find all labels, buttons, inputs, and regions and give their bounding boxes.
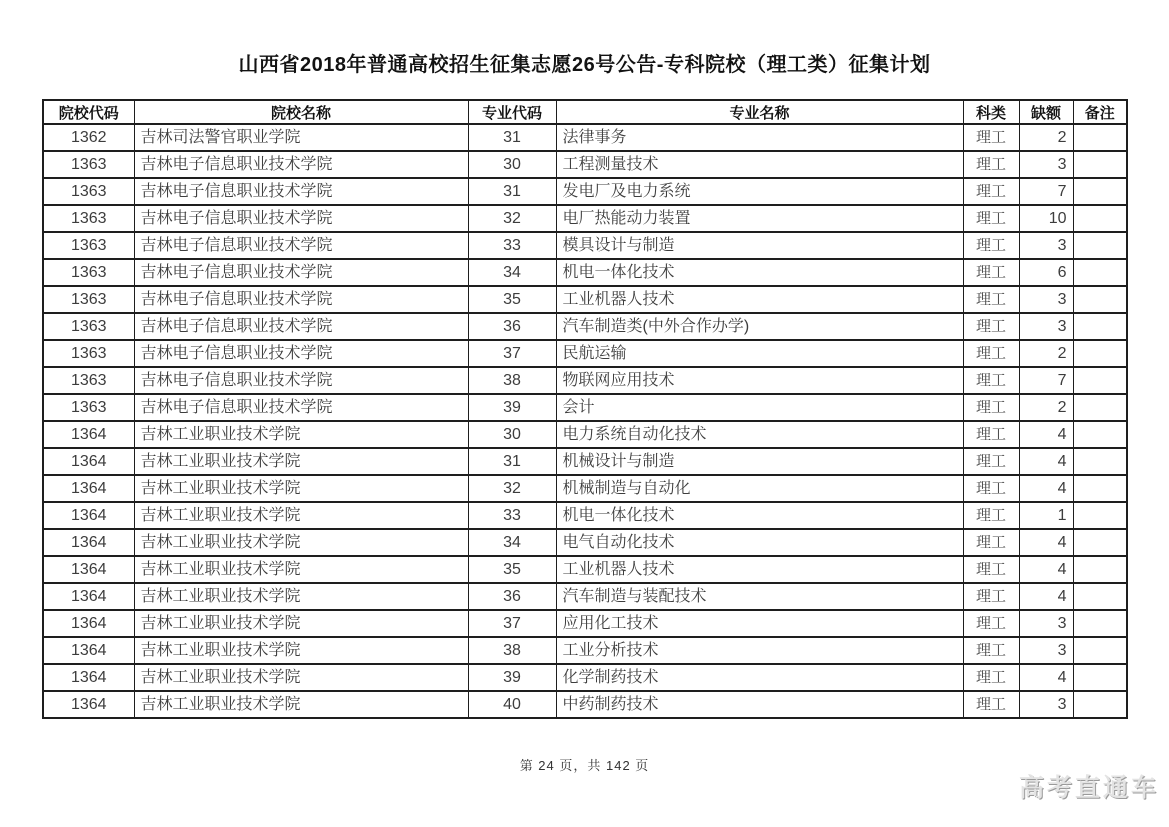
vacancy-cell: 4 [1019, 421, 1073, 448]
college-code-cell: 1364 [43, 556, 134, 583]
vacancy-cell: 4 [1019, 583, 1073, 610]
remark-cell [1073, 340, 1127, 367]
college-code-cell: 1363 [43, 367, 134, 394]
college-name-cell: 吉林工业职业技术学院 [134, 421, 468, 448]
college-name-cell: 吉林电子信息职业技术学院 [134, 205, 468, 232]
table-row [43, 124, 1127, 151]
column-header-college-name: 院校名称 [134, 100, 468, 124]
table-row [43, 313, 1127, 340]
category-cell: 理工 [963, 421, 1019, 448]
vacancy-cell: 4 [1019, 664, 1073, 691]
vacancy-cell: 7 [1019, 178, 1073, 205]
remark-cell [1073, 394, 1127, 421]
remark-cell [1073, 232, 1127, 259]
major-code-cell: 34 [468, 259, 556, 286]
college-name-cell: 吉林电子信息职业技术学院 [134, 178, 468, 205]
major-name-cell: 模具设计与制造 [556, 232, 963, 259]
table-row [43, 691, 1127, 718]
category-cell: 理工 [963, 502, 1019, 529]
vacancy-cell: 3 [1019, 286, 1073, 313]
major-name-cell: 中药制药技术 [556, 691, 963, 718]
college-name-cell: 吉林电子信息职业技术学院 [134, 151, 468, 178]
category-cell: 理工 [963, 178, 1019, 205]
vacancy-cell: 2 [1019, 124, 1073, 151]
table-row [43, 529, 1127, 556]
table-row [43, 205, 1127, 232]
major-code-cell: 31 [468, 178, 556, 205]
major-code-cell: 38 [468, 637, 556, 664]
college-name-cell: 吉林工业职业技术学院 [134, 529, 468, 556]
college-name-cell: 吉林工业职业技术学院 [134, 448, 468, 475]
table-row [43, 178, 1127, 205]
college-code-cell: 1364 [43, 664, 134, 691]
remark-cell [1073, 421, 1127, 448]
category-cell: 理工 [963, 691, 1019, 718]
category-cell: 理工 [963, 583, 1019, 610]
major-name-cell: 工业机器人技术 [556, 286, 963, 313]
table-row [43, 475, 1127, 502]
category-cell: 理工 [963, 448, 1019, 475]
column-header-category: 科类 [963, 100, 1019, 124]
major-code-cell: 31 [468, 124, 556, 151]
remark-cell [1073, 637, 1127, 664]
admission-plan-table [42, 99, 1128, 719]
table-head [43, 100, 1127, 124]
category-cell: 理工 [963, 259, 1019, 286]
category-cell: 理工 [963, 340, 1019, 367]
college-name-cell: 吉林工业职业技术学院 [134, 475, 468, 502]
college-code-cell: 1364 [43, 475, 134, 502]
major-code-cell: 35 [468, 286, 556, 313]
remark-cell [1073, 502, 1127, 529]
vacancy-cell: 4 [1019, 556, 1073, 583]
major-name-cell: 机电一体化技术 [556, 502, 963, 529]
remark-cell [1073, 259, 1127, 286]
remark-cell [1073, 205, 1127, 232]
remark-cell [1073, 448, 1127, 475]
table-row [43, 556, 1127, 583]
vacancy-cell: 2 [1019, 394, 1073, 421]
major-code-cell: 30 [468, 151, 556, 178]
vacancy-cell: 2 [1019, 340, 1073, 367]
vacancy-cell: 10 [1019, 205, 1073, 232]
major-name-cell: 民航运输 [556, 340, 963, 367]
major-code-cell: 33 [468, 232, 556, 259]
column-header-major-name: 专业名称 [556, 100, 963, 124]
college-name-cell: 吉林工业职业技术学院 [134, 664, 468, 691]
remark-cell [1073, 286, 1127, 313]
category-cell: 理工 [963, 367, 1019, 394]
college-code-cell: 1363 [43, 151, 134, 178]
table-row [43, 610, 1127, 637]
table-body [43, 124, 1127, 718]
college-name-cell: 吉林电子信息职业技术学院 [134, 259, 468, 286]
college-name-cell: 吉林工业职业技术学院 [134, 610, 468, 637]
remark-cell [1073, 367, 1127, 394]
remark-cell [1073, 124, 1127, 151]
vacancy-cell: 3 [1019, 691, 1073, 718]
major-name-cell: 电力系统自动化技术 [556, 421, 963, 448]
category-cell: 理工 [963, 664, 1019, 691]
table-row [43, 367, 1127, 394]
major-code-cell: 37 [468, 340, 556, 367]
remark-cell [1073, 583, 1127, 610]
major-name-cell: 法律事务 [556, 124, 963, 151]
category-cell: 理工 [963, 394, 1019, 421]
college-code-cell: 1363 [43, 286, 134, 313]
watermark: 高考直通车 [1018, 774, 1159, 802]
category-cell: 理工 [963, 475, 1019, 502]
remark-cell [1073, 475, 1127, 502]
major-name-cell: 工业分析技术 [556, 637, 963, 664]
remark-cell [1073, 178, 1127, 205]
college-name-cell: 吉林工业职业技术学院 [134, 691, 468, 718]
table-row [43, 286, 1127, 313]
category-cell: 理工 [963, 232, 1019, 259]
table-header-row [43, 100, 1127, 124]
college-code-cell: 1364 [43, 691, 134, 718]
column-header-college-code: 院校代码 [43, 100, 134, 124]
major-code-cell: 39 [468, 394, 556, 421]
remark-cell [1073, 664, 1127, 691]
college-code-cell: 1363 [43, 178, 134, 205]
college-name-cell: 吉林工业职业技术学院 [134, 637, 468, 664]
major-name-cell: 汽车制造与装配技术 [556, 583, 963, 610]
table-row [43, 232, 1127, 259]
vacancy-cell: 6 [1019, 259, 1073, 286]
vacancy-cell: 4 [1019, 529, 1073, 556]
table-row [43, 151, 1127, 178]
college-name-cell: 吉林工业职业技术学院 [134, 502, 468, 529]
major-code-cell: 30 [468, 421, 556, 448]
table-row [43, 421, 1127, 448]
college-name-cell: 吉林电子信息职业技术学院 [134, 394, 468, 421]
category-cell: 理工 [963, 205, 1019, 232]
major-name-cell: 化学制药技术 [556, 664, 963, 691]
vacancy-cell: 1 [1019, 502, 1073, 529]
major-code-cell: 33 [468, 502, 556, 529]
major-code-cell: 35 [468, 556, 556, 583]
college-name-cell: 吉林电子信息职业技术学院 [134, 313, 468, 340]
vacancy-cell: 7 [1019, 367, 1073, 394]
major-name-cell: 物联网应用技术 [556, 367, 963, 394]
college-name-cell: 吉林司法警官职业学院 [134, 124, 468, 151]
vacancy-cell: 3 [1019, 313, 1073, 340]
college-code-cell: 1364 [43, 529, 134, 556]
column-header-major-code: 专业代码 [468, 100, 556, 124]
category-cell: 理工 [963, 313, 1019, 340]
college-code-cell: 1363 [43, 205, 134, 232]
college-code-cell: 1363 [43, 232, 134, 259]
vacancy-cell: 3 [1019, 610, 1073, 637]
category-cell: 理工 [963, 610, 1019, 637]
vacancy-cell: 3 [1019, 151, 1073, 178]
major-code-cell: 39 [468, 664, 556, 691]
college-code-cell: 1364 [43, 610, 134, 637]
college-name-cell: 吉林电子信息职业技术学院 [134, 286, 468, 313]
major-code-cell: 32 [468, 475, 556, 502]
major-name-cell: 应用化工技术 [556, 610, 963, 637]
category-cell: 理工 [963, 124, 1019, 151]
major-name-cell: 电气自动化技术 [556, 529, 963, 556]
table-row [43, 259, 1127, 286]
college-code-cell: 1363 [43, 313, 134, 340]
table-row [43, 394, 1127, 421]
college-code-cell: 1364 [43, 448, 134, 475]
remark-cell [1073, 151, 1127, 178]
major-name-cell: 机械制造与自动化 [556, 475, 963, 502]
column-header-remark: 备注 [1073, 100, 1127, 124]
vacancy-cell: 4 [1019, 448, 1073, 475]
college-code-cell: 1364 [43, 583, 134, 610]
page-title: 山西省2018年普通高校招生征集志愿26号公告-专科院校（理工类）征集计划 [238, 54, 931, 76]
major-code-cell: 40 [468, 691, 556, 718]
college-name-cell: 吉林电子信息职业技术学院 [134, 340, 468, 367]
major-name-cell: 工业机器人技术 [556, 556, 963, 583]
page-number: 第 24 页，共 142 页 [519, 758, 650, 773]
college-code-cell: 1364 [43, 502, 134, 529]
college-code-cell: 1364 [43, 637, 134, 664]
college-name-cell: 吉林工业职业技术学院 [134, 556, 468, 583]
major-name-cell: 电厂热能动力装置 [556, 205, 963, 232]
remark-cell [1073, 529, 1127, 556]
table-row [43, 340, 1127, 367]
vacancy-cell: 4 [1019, 475, 1073, 502]
table-row [43, 448, 1127, 475]
table-row [43, 502, 1127, 529]
major-code-cell: 37 [468, 610, 556, 637]
category-cell: 理工 [963, 637, 1019, 664]
college-code-cell: 1363 [43, 394, 134, 421]
college-code-cell: 1362 [43, 124, 134, 151]
remark-cell [1073, 610, 1127, 637]
college-name-cell: 吉林工业职业技术学院 [134, 583, 468, 610]
major-name-cell: 会计 [556, 394, 963, 421]
column-header-vacancy: 缺额 [1019, 100, 1073, 124]
remark-cell [1073, 313, 1127, 340]
table-row [43, 583, 1127, 610]
category-cell: 理工 [963, 151, 1019, 178]
college-code-cell: 1363 [43, 340, 134, 367]
major-name-cell: 机械设计与制造 [556, 448, 963, 475]
college-code-cell: 1363 [43, 259, 134, 286]
college-name-cell: 吉林电子信息职业技术学院 [134, 232, 468, 259]
category-cell: 理工 [963, 556, 1019, 583]
major-name-cell: 汽车制造类(中外合作办学) [556, 313, 963, 340]
table-row [43, 637, 1127, 664]
vacancy-cell: 3 [1019, 232, 1073, 259]
major-code-cell: 32 [468, 205, 556, 232]
remark-cell [1073, 691, 1127, 718]
table-row [43, 664, 1127, 691]
major-code-cell: 38 [468, 367, 556, 394]
remark-cell [1073, 556, 1127, 583]
college-code-cell: 1364 [43, 421, 134, 448]
major-code-cell: 36 [468, 313, 556, 340]
major-code-cell: 36 [468, 583, 556, 610]
major-code-cell: 31 [468, 448, 556, 475]
major-name-cell: 发电厂及电力系统 [556, 178, 963, 205]
major-code-cell: 34 [468, 529, 556, 556]
major-name-cell: 工程测量技术 [556, 151, 963, 178]
category-cell: 理工 [963, 529, 1019, 556]
category-cell: 理工 [963, 286, 1019, 313]
vacancy-cell: 3 [1019, 637, 1073, 664]
major-name-cell: 机电一体化技术 [556, 259, 963, 286]
college-name-cell: 吉林电子信息职业技术学院 [134, 367, 468, 394]
